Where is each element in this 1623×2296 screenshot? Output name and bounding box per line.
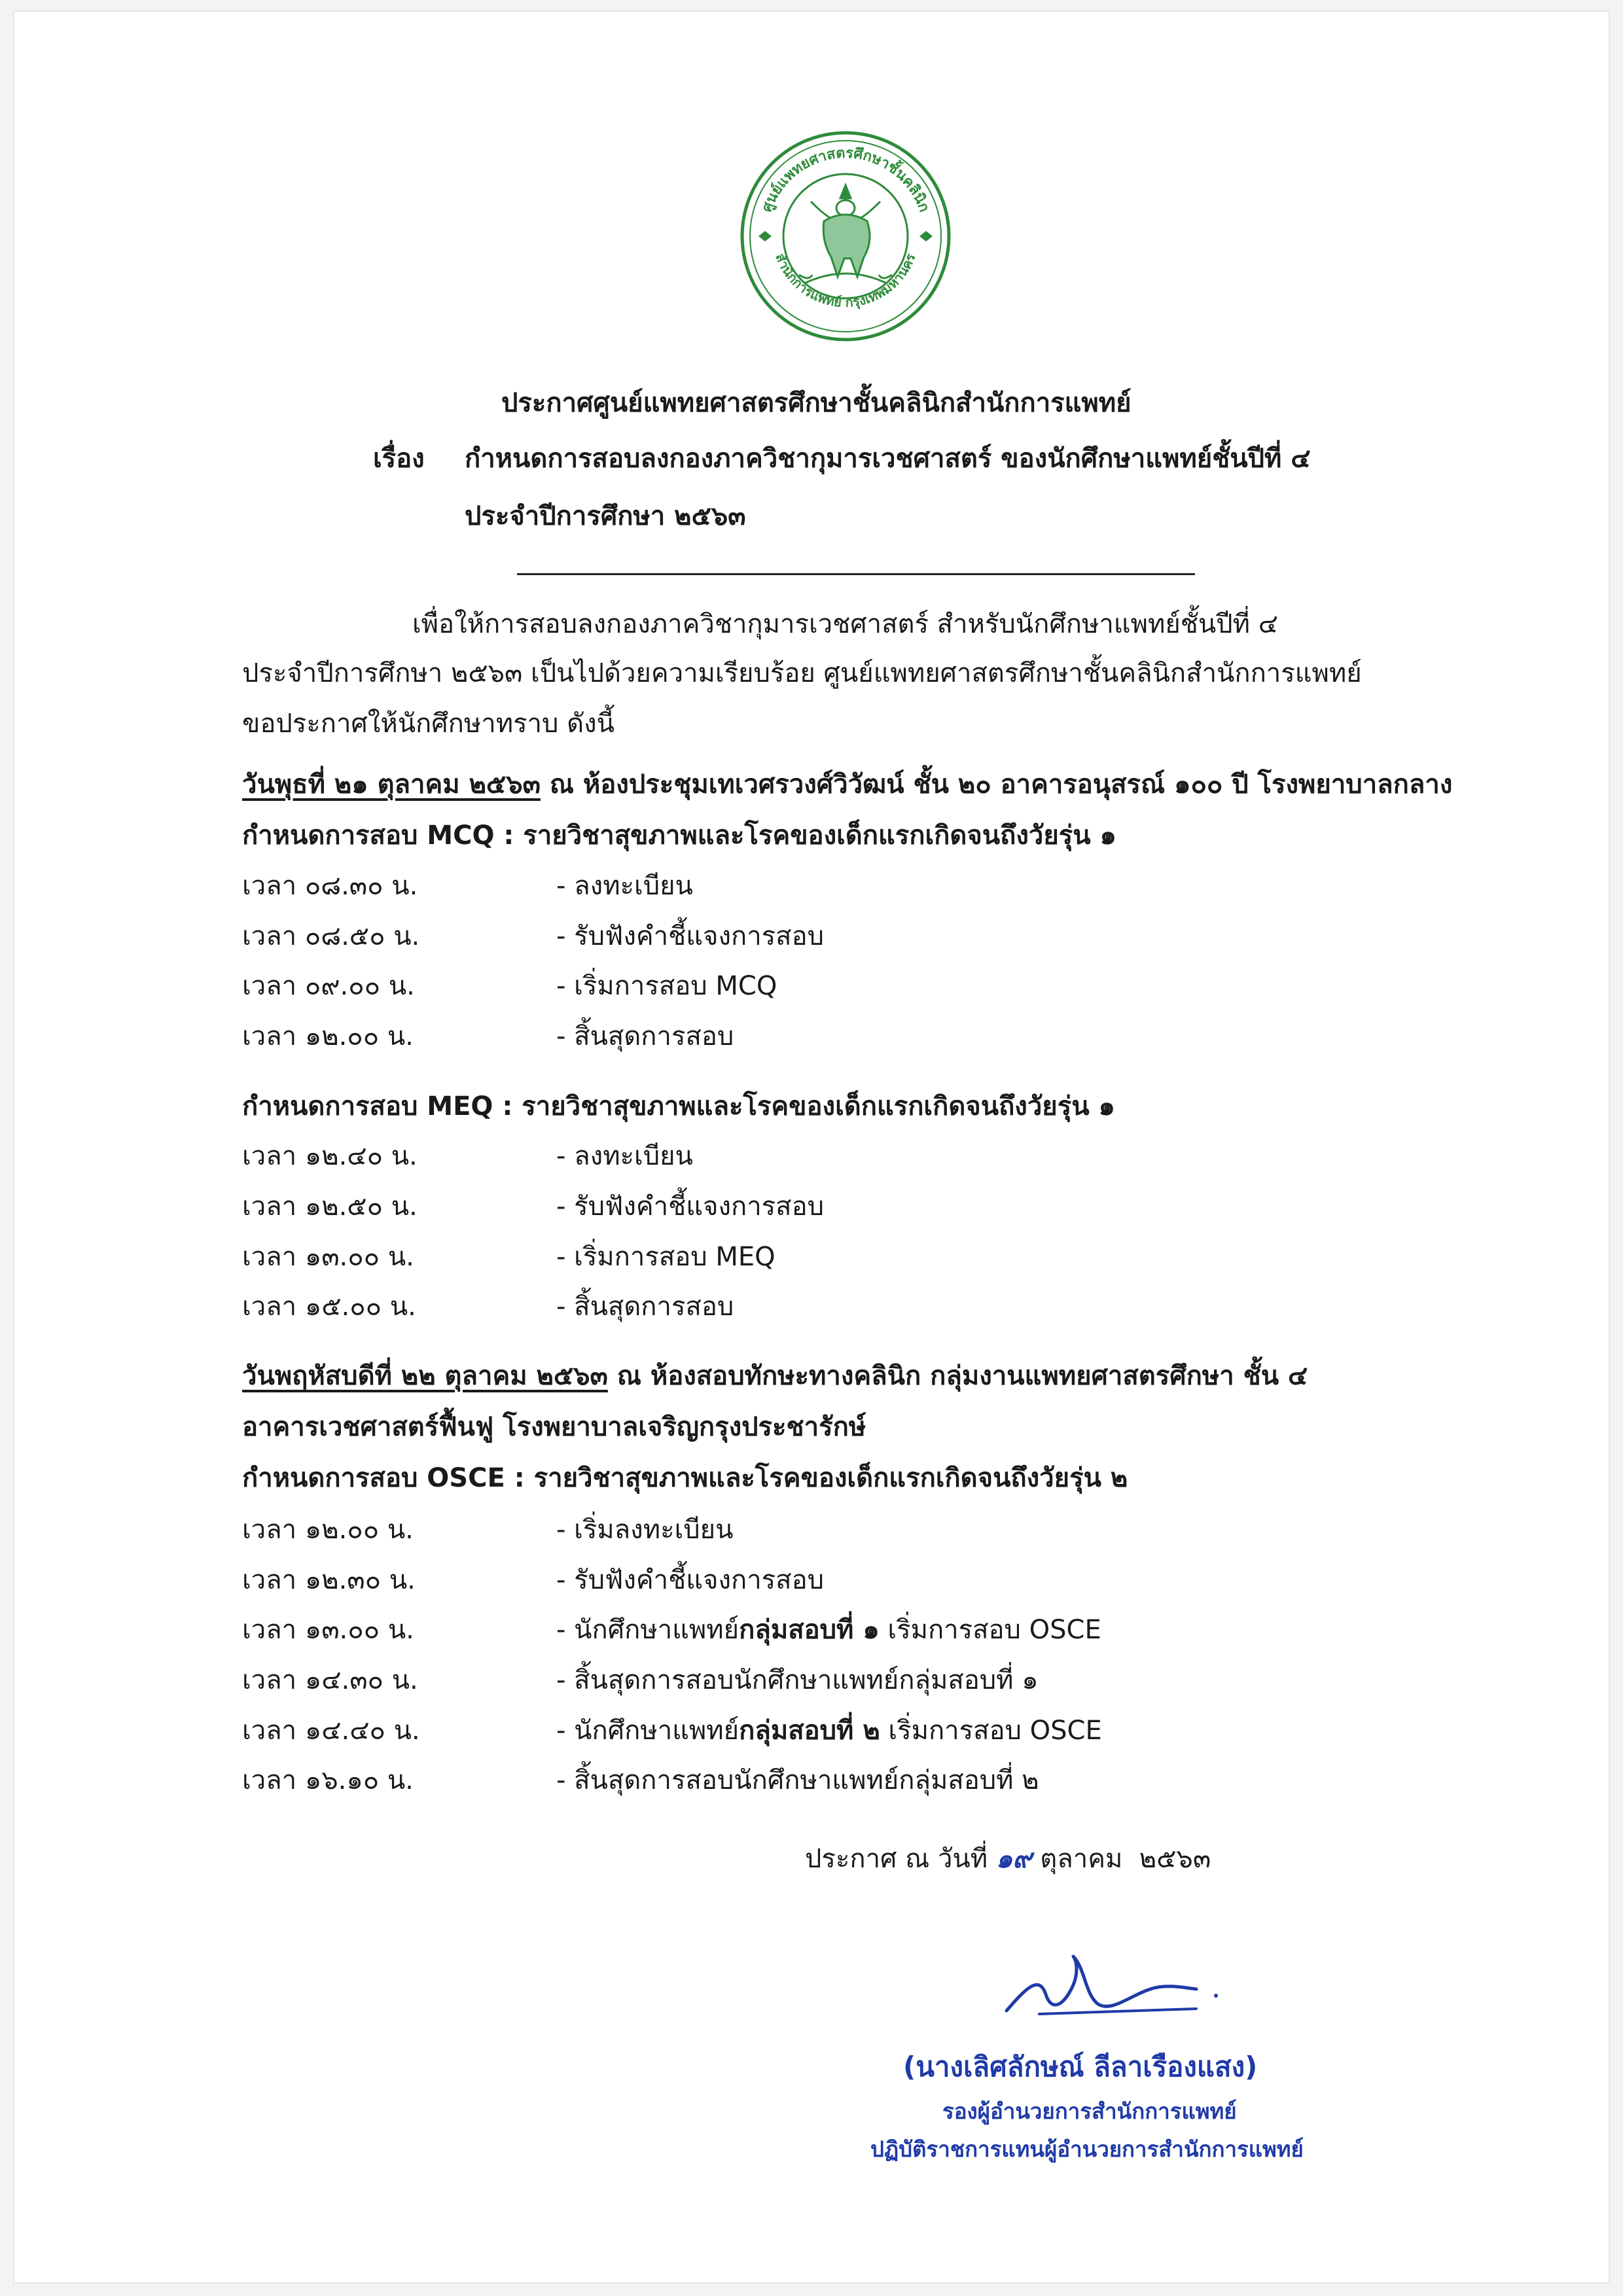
mcq-desc: - ลงทะเบียน: [556, 871, 693, 901]
day2-line: [242, 1354, 1308, 1396]
osce-time: เวลา ๑๒.๐๐ น.: [242, 1515, 414, 1545]
mcq-desc: - สิ้นสุดการสอบ: [556, 1021, 734, 1051]
meq-desc: - สิ้นสุดการสอบ: [556, 1292, 734, 1322]
osce-desc-suffix: เริ่มการสอบ OSCE: [880, 1716, 1102, 1746]
document-page: [14, 12, 1609, 2282]
announce-prefix: ประกาศ ณ วันที่: [805, 1844, 988, 1874]
meq-time: เวลา ๑๒.๕๐ น.: [242, 1192, 418, 1222]
osce-time: เวลา ๑๔.๓๐ น.: [242, 1665, 418, 1695]
osce-desc-prefix: - นักศึกษาแพทย์: [556, 1615, 740, 1645]
day1-line: [242, 763, 1452, 805]
mcq-desc: - รับฟังคำชี้แจงการสอบ: [556, 921, 824, 951]
subject-label: เรื่อง: [373, 444, 425, 474]
meq-time: เวลา ๑๕.๐๐ น.: [242, 1292, 416, 1322]
announcement-date: [805, 1837, 1211, 1879]
intro-line-1: เพื่อให้การสอบลงกองภาควิชากุมารเวชศาสตร์ สำหรับนักศึกษาแพทย์ชั้นปีที่ ๔: [412, 609, 1278, 639]
signer-name: (นางเลิศลักษณ์ ลีลาเรืองแสง): [903, 2051, 1258, 2083]
osce-time: เวลา ๑๔.๔๐ น.: [242, 1716, 420, 1746]
divider: [517, 573, 1195, 575]
day2-date: วันพฤหัสบดีที่ ๒๒ ตุลาคม ๒๕๖๓: [242, 1361, 608, 1391]
signer-position-2: ปฏิบัติราชการแทนผู้อำนวยการสำนักการแพทย์: [870, 2136, 1304, 2162]
signature-mark-icon: [1000, 1949, 1222, 2021]
announcement-heading: ประกาศศูนย์แพทยศาสตรศึกษาชั้นคลินิกสำนักการแพทย์: [501, 388, 1132, 418]
osce-desc-suffix: เริ่มการสอบ OSCE: [879, 1615, 1101, 1645]
osce-title: กำหนดการสอบ OSCE : รายวิชาสุขภาพและโรคของเด็กแรกเกิดจนถึงวัยรุ่น ๒: [242, 1463, 1128, 1493]
meq-title: กำหนดการสอบ MEQ : รายวิชาสุขภาพและโรคของเด็กแรกเกิดจนถึงวัยรุ่น ๑: [242, 1091, 1115, 1122]
day1-venue: ณ ห้องประชุมเทเวศรวงศ์วิวัฒน์ ชั้น ๒๐ อาคารอนุสรณ์ ๑๐๐ ปี โรงพยาบาลกลาง: [549, 769, 1453, 800]
day1-date: วันพุธที่ ๒๑ ตุลาคม ๒๕๖๓: [242, 769, 541, 800]
osce-desc: [556, 1709, 1102, 1751]
osce-desc: - เริ่มลงทะเบียน: [556, 1515, 734, 1545]
meq-time: เวลา ๑๒.๔๐ น.: [242, 1141, 418, 1171]
meq-desc: - ลงทะเบียน: [556, 1141, 693, 1171]
mcq-time: เวลา ๑๒.๐๐ น.: [242, 1021, 414, 1051]
mcq-time: เวลา ๐๘.๕๐ น.: [242, 921, 420, 951]
announce-year: ๒๕๖๓: [1139, 1844, 1211, 1874]
mcq-desc: - เริ่มการสอบ MCQ: [556, 971, 777, 1001]
osce-time: เวลา ๑๓.๐๐ น.: [242, 1615, 414, 1645]
meq-desc: - รับฟังคำชี้แจงการสอบ: [556, 1192, 824, 1222]
mcq-time: เวลา ๐๙.๐๐ น.: [242, 971, 415, 1001]
day2-venue-line-2: อาคารเวชศาสตร์ฟื้นฟู โรงพยาบาลเจริญกรุงประชารักษ์: [242, 1412, 866, 1442]
osce-desc: - รับฟังคำชี้แจงการสอบ: [556, 1565, 824, 1595]
subject-text: กำหนดการสอบลงกองภาควิชากุมารเวชศาสตร์ ของนักศึกษาแพทย์ชั้นปีที่ ๔: [465, 444, 1311, 474]
intro-line-2: ประจำปีการศึกษา ๒๕๖๓ เป็นไปด้วยความเรียบร้อย ศูนย์แพทยศาสตรศึกษาชั้นคลินิกสำนักการแพทย์: [242, 658, 1362, 688]
announce-month: ตุลาคม: [1040, 1844, 1123, 1874]
meq-time: เวลา ๑๓.๐๐ น.: [242, 1242, 414, 1272]
svg-text:สำนักการแพทย์ กรุงเทพมหานคร: [772, 251, 919, 310]
seal-emblem-icon: [739, 130, 952, 343]
day2-venue: ณ ห้องสอบทักษะทางคลินิก กลุ่มงานแพทยศาสตรศึกษา ชั้น ๔: [616, 1361, 1308, 1391]
osce-desc-prefix: - นักศึกษาแพทย์: [556, 1716, 740, 1746]
signer-position-1: รองผู้อำนวยการสำนักการแพทย์: [942, 2098, 1237, 2124]
intro-line-3: ขอประกาศให้นักศึกษาทราบ ดังนี้: [242, 709, 615, 739]
mcq-time: เวลา ๐๘.๓๐ น.: [242, 871, 418, 901]
svg-text:ศูนย์แพทยศาสตรศึกษาชั้นคลินิก: [758, 145, 932, 215]
osce-desc: - สิ้นสุดการสอบนักศึกษาแพทย์กลุ่มสอบที่ ๒: [556, 1765, 1039, 1795]
osce-time: เวลา ๑๖.๑๐ น.: [242, 1765, 414, 1795]
osce-group-label: กลุ่มสอบที่ ๒: [739, 1716, 880, 1746]
seal-bottom-text: สำนักการแพทย์ กรุงเทพมหานคร: [772, 251, 919, 311]
osce-desc: - สิ้นสุดการสอบนักศึกษาแพทย์กลุ่มสอบที่ ๑: [556, 1665, 1039, 1695]
meq-desc: - เริ่มการสอบ MEQ: [556, 1242, 776, 1272]
seal-top-text: ศูนย์แพทยศาสตรศึกษาชั้นคลินิก: [758, 145, 933, 215]
osce-group-label: กลุ่มสอบที่ ๑: [739, 1615, 880, 1645]
announce-day: ๑๙: [995, 1844, 1032, 1874]
osce-desc: [556, 1608, 1101, 1650]
academic-year: ประจำปีการศึกษา ๒๕๖๓: [465, 501, 746, 531]
osce-time: เวลา ๑๒.๓๐ น.: [242, 1565, 416, 1595]
mcq-title: กำหนดการสอบ MCQ : รายวิชาสุขภาพและโรคของเด็กแรกเกิดจนถึงวัยรุ่น ๑: [242, 821, 1116, 851]
